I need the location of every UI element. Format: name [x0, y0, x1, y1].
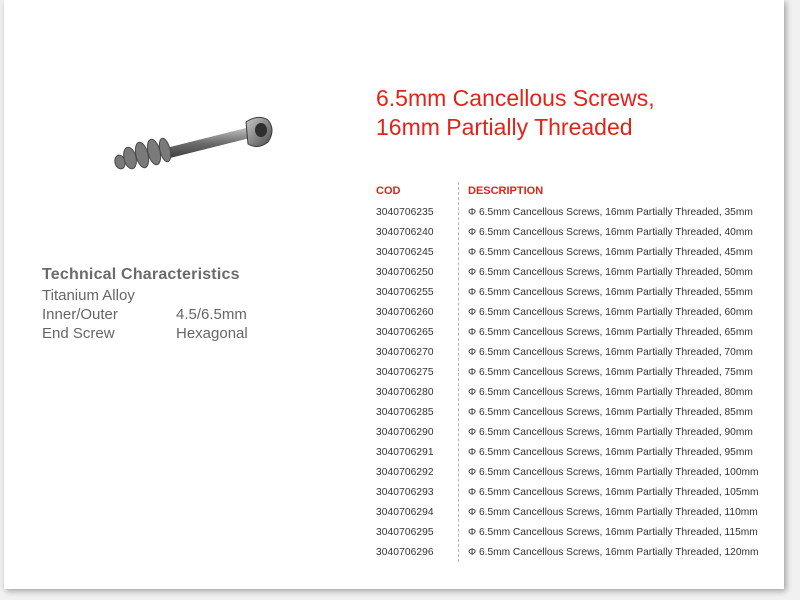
row-description: Φ 6.5mm Cancellous Screws, 16mm Partially Threaded, 85mm: [468, 406, 753, 418]
row-code: 3040706292: [376, 466, 434, 478]
row-code: 3040706296: [376, 546, 434, 558]
tech-row-end-screw: [42, 324, 248, 343]
table-row: [376, 482, 758, 502]
table-row: [376, 262, 758, 282]
row-code: 3040706235: [376, 206, 434, 218]
table-row: [376, 282, 758, 302]
row-description: Φ 6.5mm Cancellous Screws, 16mm Partially Threaded, 105mm: [468, 486, 759, 498]
row-description: Φ 6.5mm Cancellous Screws, 16mm Partially Threaded, 80mm: [468, 386, 753, 398]
tech-value: 4.5/6.5mm: [176, 306, 247, 323]
row-code: 3040706260: [376, 306, 434, 318]
row-code: 3040706293: [376, 486, 434, 498]
row-description: Φ 6.5mm Cancellous Screws, 16mm Partially Threaded, 115mm: [468, 526, 758, 538]
table-row: [376, 342, 758, 362]
table-row: [376, 222, 758, 242]
row-code: 3040706275: [376, 366, 434, 378]
table-row: [376, 502, 758, 522]
tech-label: End Screw: [42, 325, 115, 342]
table-header: [376, 180, 758, 202]
table-row: [376, 242, 758, 262]
table-row: [376, 522, 758, 542]
row-description: Φ 6.5mm Cancellous Screws, 16mm Partially Threaded, 120mm: [468, 546, 759, 558]
technical-characteristics: [42, 266, 248, 343]
title-line-1: 6.5mm Cancellous Screws,: [376, 85, 655, 111]
technical-heading: Technical Characteristics: [42, 266, 240, 283]
row-description: Φ 6.5mm Cancellous Screws, 16mm Partially Threaded, 95mm: [468, 446, 753, 458]
row-code: 3040706295: [376, 526, 434, 538]
row-code: 3040706294: [376, 506, 434, 518]
table-body: [376, 202, 758, 562]
table-row: [376, 422, 758, 442]
table-row: [376, 322, 758, 342]
table-row: [376, 302, 758, 322]
table-row: [376, 442, 758, 462]
material-value: Titanium Alloy: [42, 287, 135, 304]
header-code: COD: [376, 185, 401, 197]
title-line-2: 16mm Partially Threaded: [376, 114, 633, 140]
row-description: Φ 6.5mm Cancellous Screws, 16mm Partially Threaded, 50mm: [468, 266, 753, 278]
row-description: Φ 6.5mm Cancellous Screws, 16mm Partially Threaded, 110mm: [468, 506, 758, 518]
row-description: Φ 6.5mm Cancellous Screws, 16mm Partially Threaded, 45mm: [468, 246, 753, 258]
tech-label: Inner/Outer: [42, 306, 118, 323]
table-row: [376, 402, 758, 422]
table-row: [376, 462, 758, 482]
row-description: Φ 6.5mm Cancellous Screws, 16mm Partially Threaded, 40mm: [468, 226, 753, 238]
row-description: Φ 6.5mm Cancellous Screws, 16mm Partially Threaded, 65mm: [468, 326, 753, 338]
table-row: [376, 202, 758, 222]
table-row: [376, 542, 758, 562]
row-description: Φ 6.5mm Cancellous Screws, 16mm Partially Threaded, 35mm: [468, 206, 753, 218]
tech-value: Hexagonal: [176, 325, 248, 342]
row-description: Φ 6.5mm Cancellous Screws, 16mm Partially Threaded, 55mm: [468, 286, 753, 298]
row-description: Φ 6.5mm Cancellous Screws, 16mm Partially Threaded, 75mm: [468, 366, 753, 378]
row-description: Φ 6.5mm Cancellous Screws, 16mm Partially Threaded, 60mm: [468, 306, 753, 318]
row-code: 3040706285: [376, 406, 434, 418]
row-description: Φ 6.5mm Cancellous Screws, 16mm Partially Threaded, 70mm: [468, 346, 753, 358]
row-code: 3040706245: [376, 246, 434, 258]
table-row: [376, 362, 758, 382]
table-row: [376, 382, 758, 402]
page-title: [376, 84, 655, 142]
row-code: 3040706250: [376, 266, 434, 278]
row-code: 3040706255: [376, 286, 434, 298]
row-code: 3040706270: [376, 346, 434, 358]
row-description: Φ 6.5mm Cancellous Screws, 16mm Partially Threaded, 100mm: [468, 466, 759, 478]
cancellous-screw-icon: [108, 108, 278, 180]
row-code: 3040706280: [376, 386, 434, 398]
tech-material: [42, 286, 248, 305]
row-code: 3040706265: [376, 326, 434, 338]
catalog-page: [4, 0, 784, 589]
row-code: 3040706291: [376, 446, 434, 458]
header-description: DESCRIPTION: [468, 185, 544, 197]
product-table: [376, 180, 758, 562]
row-description: Φ 6.5mm Cancellous Screws, 16mm Partially Threaded, 90mm: [468, 426, 753, 438]
row-code: 3040706290: [376, 426, 434, 438]
row-code: 3040706240: [376, 226, 434, 238]
tech-row-inner-outer: [42, 305, 248, 324]
